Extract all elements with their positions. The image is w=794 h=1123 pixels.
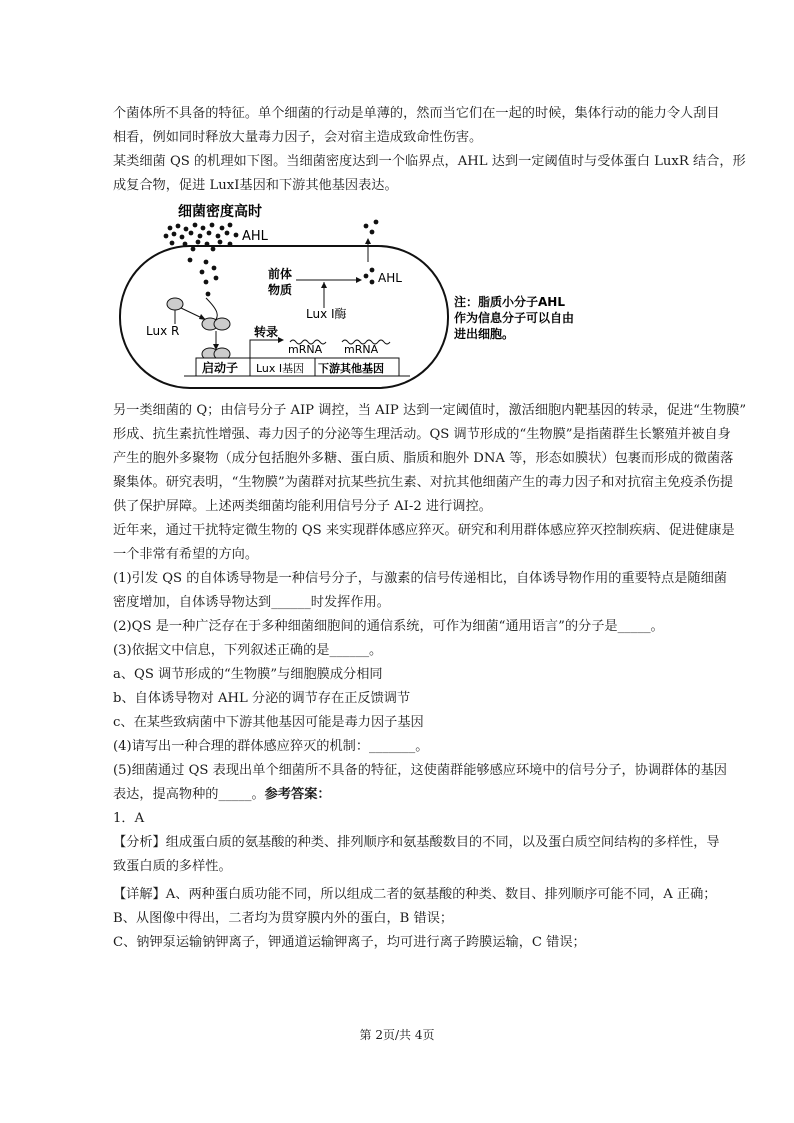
- page-footer: 第 2页/共 4页: [359, 1028, 435, 1042]
- answer-heading: 参考答案：: [264, 787, 331, 802]
- answer-1: 1．A: [113, 811, 145, 826]
- diagram-label-promoter: 启动子: [202, 361, 239, 375]
- diagram-label-ahl-top: AHL: [242, 229, 268, 244]
- diagram-label-mrna-1: mRNA: [288, 343, 323, 356]
- diagram-label-high-density: 细菌密度高时: [178, 204, 262, 220]
- diagram-label-substance: 物质: [268, 283, 293, 297]
- diagram-note-line-3: 进出细胞。: [454, 327, 515, 341]
- text-line: 某类细菌 QS 的机理如下图。当细菌密度达到一个临界点，AHL 达到一定阈值时与受体蛋白 LuxR 结合，形: [113, 154, 746, 169]
- diagram-label-luxi-enzyme: Lux I酶: [306, 307, 347, 321]
- text-line: 产生的胞外多聚物（成分包括胞外多糖、蛋白质、脂质和胞外 DNA 等，形态如膜状）包裹而形成的微菌落: [113, 451, 734, 466]
- qs-mechanism-diagram: [110, 198, 610, 393]
- diagram-label-ahl-inner: AHL: [378, 271, 402, 285]
- diagram-label-downstream-genes: 下游其他基因: [318, 362, 384, 375]
- text-line: 另一类细菌的 Q；由信号分子 AIP 调控，当 AIP 达到一定阈值时，激活细胞内靶基因的转录，促进“生物膜”: [113, 403, 747, 418]
- diagram-label-transcription: 转录: [254, 325, 279, 339]
- question-5-line-1: (5)细菌通过 QS 表现出单个细菌所不具备的特征，这使菌群能够感应环境中的信号分子，协调群体的基因: [113, 763, 727, 778]
- diagram-note-line-2: 作为信息分子可以自由: [454, 311, 575, 325]
- detail-line-3: C、钠钾泵运输钠钾离子，钾通道运输钾离子，均可进行离子跨膜运输，C 错误；: [113, 935, 586, 950]
- text-line: 近年来，通过干扰特定微生物的 QS 来实现群体感应猝灭。研究和利用群体感应猝灭控制疾病、促进健康是: [113, 523, 735, 538]
- analysis-line-2: 致蛋白质的多样性。: [113, 859, 232, 874]
- text-line: 相看，例如同时释放大量毒力因子，会对宿主造成致命性伤害。: [113, 130, 483, 145]
- question-2: (2)QS 是一种广泛存在于多种细菌细胞间的通信系统，可作为细菌“通用语言”的分子是_____。: [113, 619, 664, 634]
- question-5-line-2: 表达，提高物种的_____。参考答案：: [113, 787, 331, 802]
- ahl-molecules-exiting: [364, 220, 379, 235]
- diagram-label-luxr: Lux R: [146, 324, 180, 338]
- luxr-receptor: [167, 298, 183, 310]
- text-line: 供了保护屏障。上述两类细菌均能利用信号分子 AI-2 进行调控。: [113, 499, 492, 514]
- question-1-line-1: (1)引发 QS 的自体诱导物是一种信号分子，与激素的信号传递相比，自体诱导物作用的重要特点是随细菌: [113, 571, 727, 586]
- diagram-note-line-1: 注：脂质小分子AHL: [454, 295, 565, 309]
- question-4: (4)请写出一种合理的群体感应猝灭的机制：_______。: [113, 739, 429, 754]
- text-line: 个菌体所不具备的特征。单个细菌的行动是单薄的，然而当它们在一起的时候，集体行动的能力令人刮目: [113, 106, 720, 121]
- transcription-arrow: [250, 340, 280, 360]
- text-line: 一个非常有希望的方向。: [113, 547, 259, 562]
- option-c: c、在某些致病菌中下游其他基因可能是毒力因子基因: [113, 715, 424, 730]
- diagram-label-luxi-gene: Lux I基因: [256, 362, 305, 375]
- ahl-molecules-inside: [188, 258, 219, 297]
- question-3: (3)依据文中信息，下列叙述正确的是______。: [113, 643, 383, 658]
- question-1-line-2: 密度增加，自体诱导物达到______时发挥作用。: [113, 595, 390, 610]
- detail-line-1: 【详解】A、两种蛋白质功能不同，所以组成二者的氨基酸的种类、数目、排列顺序可能不同，A 正确；: [113, 887, 717, 902]
- detail-line-2: B、从图像中得出，二者均为贯穿膜内外的蛋白，B 错误；: [113, 911, 454, 926]
- diagram-label-precursor: 前体: [268, 267, 293, 281]
- text-line: 成复合物，促进 LuxI基因和下游其他基因表达。: [113, 178, 398, 193]
- text-line: 聚集体。研究表明，“生物膜”为菌群对抗某些抗生素、对抗其他细菌产生的毒力因子和对抗宿主免疫杀伤提: [113, 475, 734, 490]
- analysis-line-1: 【分析】组成蛋白质的氨基酸的种类、排列顺序和氨基酸数目的不同，以及蛋白质空间结构的多样性，导: [113, 835, 720, 850]
- text-line: 形成、抗生素抗性增强、毒力因子的分泌等生理活动。QS 调节形成的“生物膜”是指菌群生长繁殖并被自身: [113, 427, 731, 442]
- option-b: b、自体诱导物对 AHL 分泌的调节存在正反馈调节: [113, 691, 411, 706]
- diagram-label-mrna-2: mRNA: [344, 343, 379, 356]
- option-a: a、QS 调节形成的“生物膜”与细胞膜成分相同: [113, 667, 383, 682]
